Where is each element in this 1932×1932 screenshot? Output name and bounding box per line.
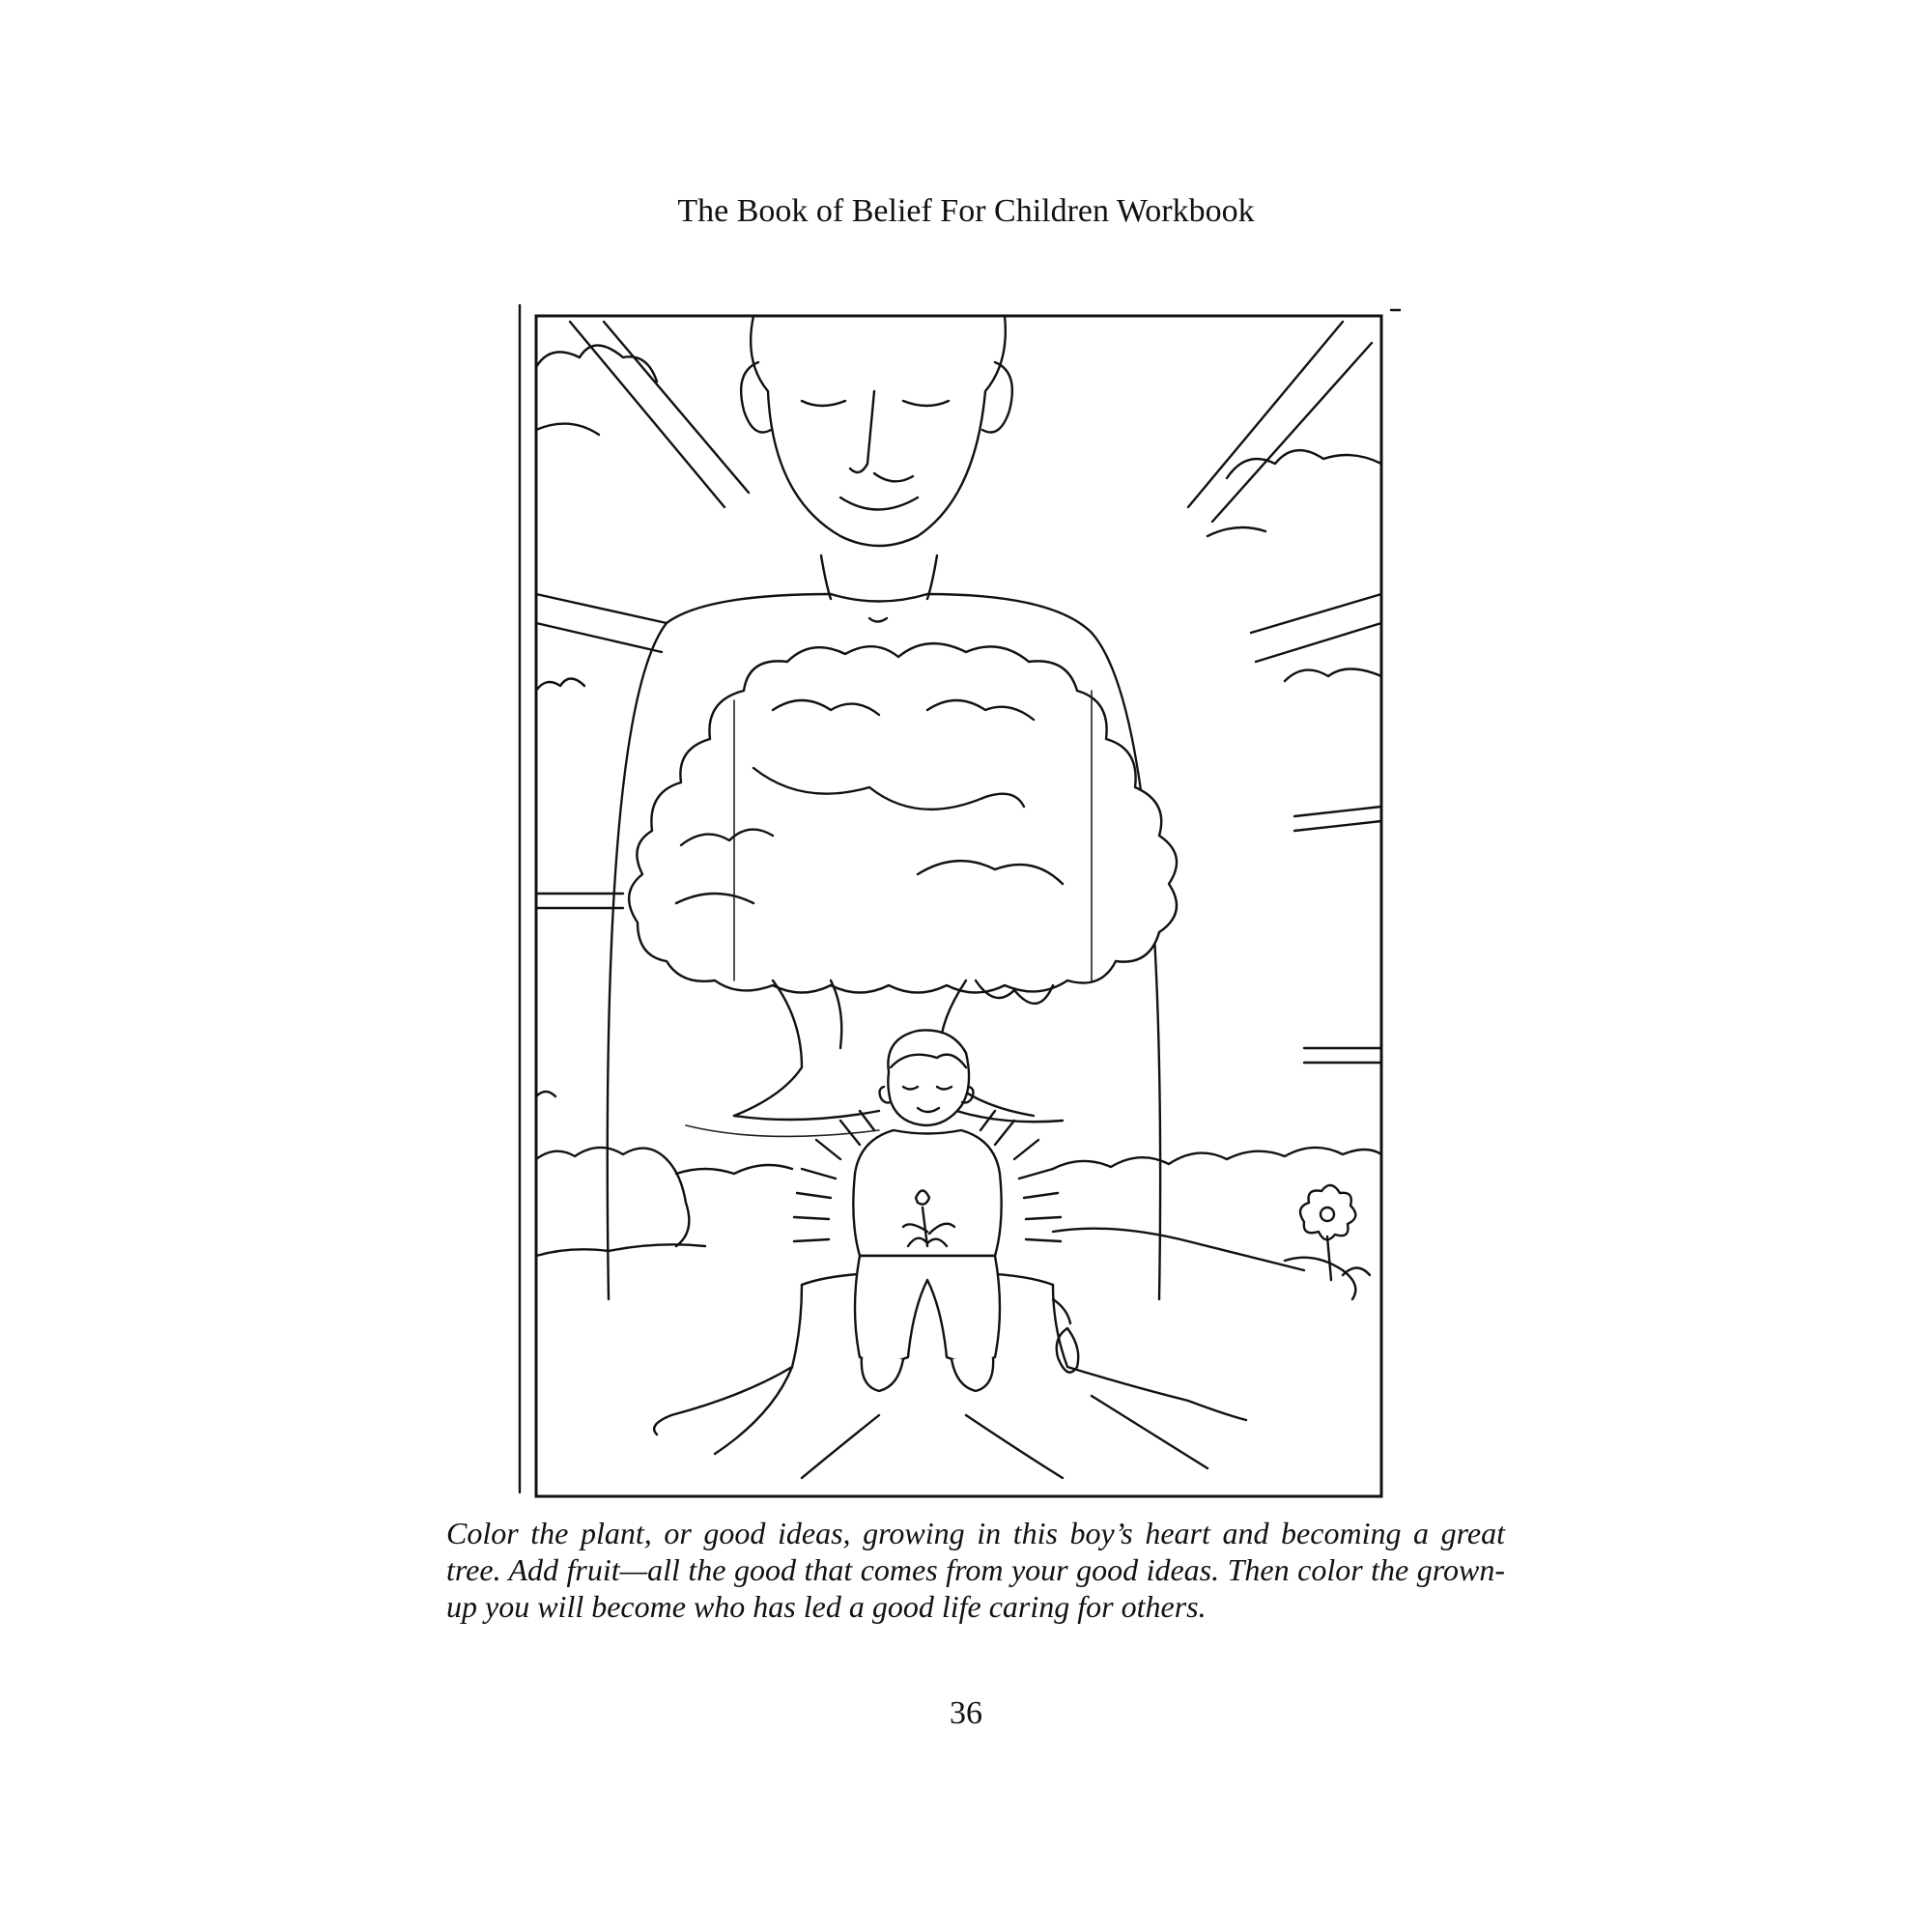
boy-figure (853, 1030, 1001, 1391)
instruction-caption: Color the plant, or good ideas, growing in this boy’s heart and becoming a great tree. Add fruit—all the good that comes from your good ideas. Then color the grown-up you will become who has led a good life caring for others. (446, 1516, 1505, 1624)
running-head: The Book of Belief For Children Workbook (677, 193, 1255, 229)
flower (1285, 1185, 1370, 1299)
page-number: 36 (950, 1695, 982, 1731)
coloring-illustration (512, 304, 1401, 1502)
